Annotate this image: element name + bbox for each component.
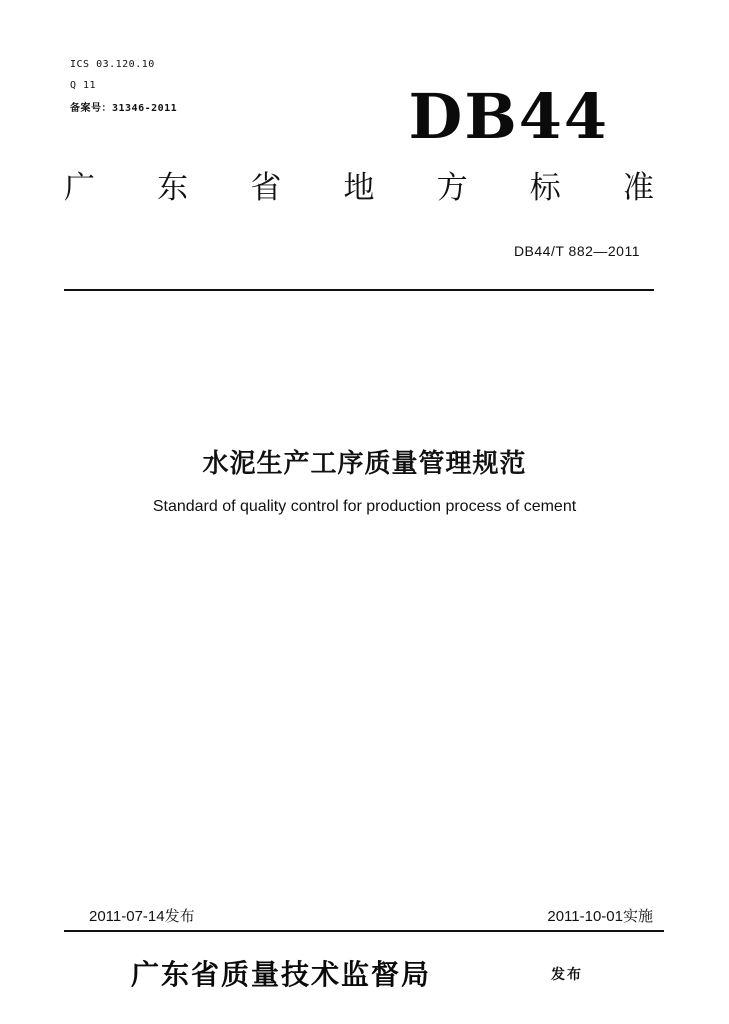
standard-type-heading: [64, 170, 654, 206]
classification-code: Q 11: [70, 80, 97, 91]
publisher-name: 广东省质量技术监督局: [131, 958, 432, 991]
standard-type-char: 省: [250, 170, 282, 206]
standard-type-char: 准: [622, 170, 654, 206]
implementation-date: 2011-10-01实施: [547, 908, 653, 925]
issue-date: 2011-07-14发布: [89, 908, 195, 925]
document-title-chinese: 水泥生产工序质量管理规范: [202, 449, 527, 479]
top-divider: [64, 289, 654, 291]
standard-type-char: 地: [343, 170, 375, 206]
standard-type-char: 东: [157, 170, 189, 206]
db44-logo: DB44: [408, 80, 609, 153]
publish-label: 发布: [551, 967, 583, 983]
standard-number: DB44/T 882—2011: [513, 243, 640, 259]
ics-code: ICS 03.120.10: [70, 59, 155, 70]
standard-type-char: 方: [436, 170, 468, 206]
record-number: 备案号：31346-2011: [70, 103, 178, 114]
standard-type-char: 广: [64, 170, 95, 206]
standard-type-char: 标: [529, 170, 561, 206]
document-title-english: Standard of quality control for production process of cement: [152, 498, 577, 515]
bottom-divider: [64, 930, 664, 932]
